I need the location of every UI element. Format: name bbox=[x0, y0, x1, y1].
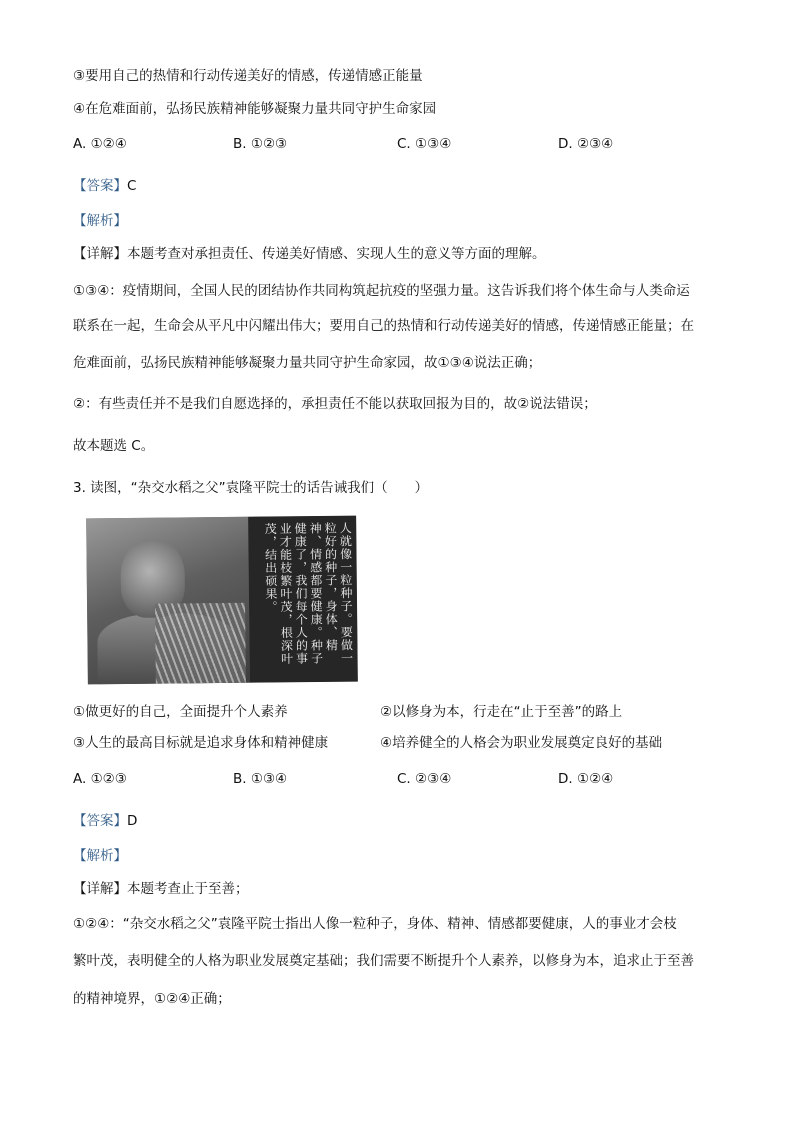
q3-option-c: C. ②③④ bbox=[397, 771, 452, 787]
q2-conclusion: 故本题选 C。 bbox=[73, 438, 155, 454]
detail-tag: 【详解】 bbox=[73, 881, 127, 897]
detail-text: 本题考查对承担责任、传递美好情感、实现人生的意义等方面的理解。 bbox=[127, 246, 546, 262]
q2-item-3: ③要用自己的热情和行动传递美好的情感，传递情感正能量 bbox=[73, 68, 423, 84]
q2-analysis-tag: 【解析】 bbox=[73, 213, 127, 229]
answer-value: D bbox=[127, 813, 138, 829]
q3-option-d: D. ①②④ bbox=[558, 771, 614, 787]
q2-explanation-line-3: 危难面前，弘扬民族精神能够凝聚力量共同守护生命家园，故①③④说法正确； bbox=[73, 355, 542, 371]
q2-option-b: B. ①②③ bbox=[233, 136, 288, 152]
q3-item-2: ②以修身为本，行走在“止于至善”的路上 bbox=[380, 704, 623, 720]
q3-explanation-line-1: ①②④：“杂交水稻之父”袁隆平院士指出人像一粒种子，身体、精神、情感都要健康，人的事业才会枝 bbox=[73, 916, 677, 932]
q3-option-b: B. ①③④ bbox=[233, 771, 288, 787]
q3-item-3: ③人生的最高目标就是追求身体和精神健康 bbox=[73, 735, 329, 751]
q2-item-4: ④在危难面前，弘扬民族精神能够凝聚力量共同守护生命家园 bbox=[73, 101, 437, 117]
portrait-image bbox=[86, 517, 250, 685]
figure-quote-text: 人就像一粒种子。要做一粒好的种子，身体、精神、情感都要健康。种子健康了，我们每个人的事业才能枝繁叶茂，根深叶茂，结出硕果。 bbox=[248, 516, 358, 683]
answer-value: C bbox=[127, 178, 137, 194]
q3-explanation-line-2: 繁叶茂，表明健全的人格为职业发展奠定基础；我们需要不断提升个人素养，以修身为本，追求止于至善 bbox=[73, 953, 694, 969]
answer-tag: 【答案】 bbox=[73, 178, 127, 194]
q3-stem: 3. 读图，“杂交水稻之父”袁隆平院士的话告诫我们（ ） bbox=[73, 480, 429, 496]
q3-option-a: A. ①②③ bbox=[73, 771, 127, 787]
q2-explanation-line-2: 联系在一起，生命会从平凡中闪耀出伟大；要用自己的热情和行动传递美好的情感，传递情感正能量；在 bbox=[73, 318, 694, 334]
q2-answer bbox=[73, 177, 136, 195]
q2-option-d: D. ②③④ bbox=[558, 136, 614, 152]
q2-explanation-line-4: ②：有些责任并不是我们自愿选择的，承担责任不能以获取回报为目的，故②说法错误； bbox=[73, 396, 597, 412]
q3-detail bbox=[73, 880, 249, 898]
detail-text: 本题考查止于至善； bbox=[127, 881, 249, 897]
q3-item-4: ④培养健全的人格会为职业发展奠定良好的基础 bbox=[380, 735, 663, 751]
q3-analysis-tag: 【解析】 bbox=[73, 848, 127, 864]
detail-tag: 【详解】 bbox=[73, 246, 127, 262]
q2-option-c: C. ①③④ bbox=[397, 136, 452, 152]
q2-detail bbox=[73, 245, 546, 263]
q2-option-a: A. ①②④ bbox=[73, 136, 127, 152]
answer-tag: 【答案】 bbox=[73, 813, 127, 829]
q3-answer bbox=[73, 812, 137, 830]
q2-explanation-line-1: ①③④：疫情期间，全国人民的团结协作共同构筑起抗疫的坚强力量。这告诉我们将个体生命与人类命运 bbox=[73, 283, 690, 299]
yuan-longping-photo bbox=[86, 516, 358, 685]
q3-item-1: ①做更好的自己，全面提升个人素养 bbox=[73, 704, 288, 720]
q3-explanation-line-3: 的精神境界，①②④正确； bbox=[73, 991, 231, 1007]
